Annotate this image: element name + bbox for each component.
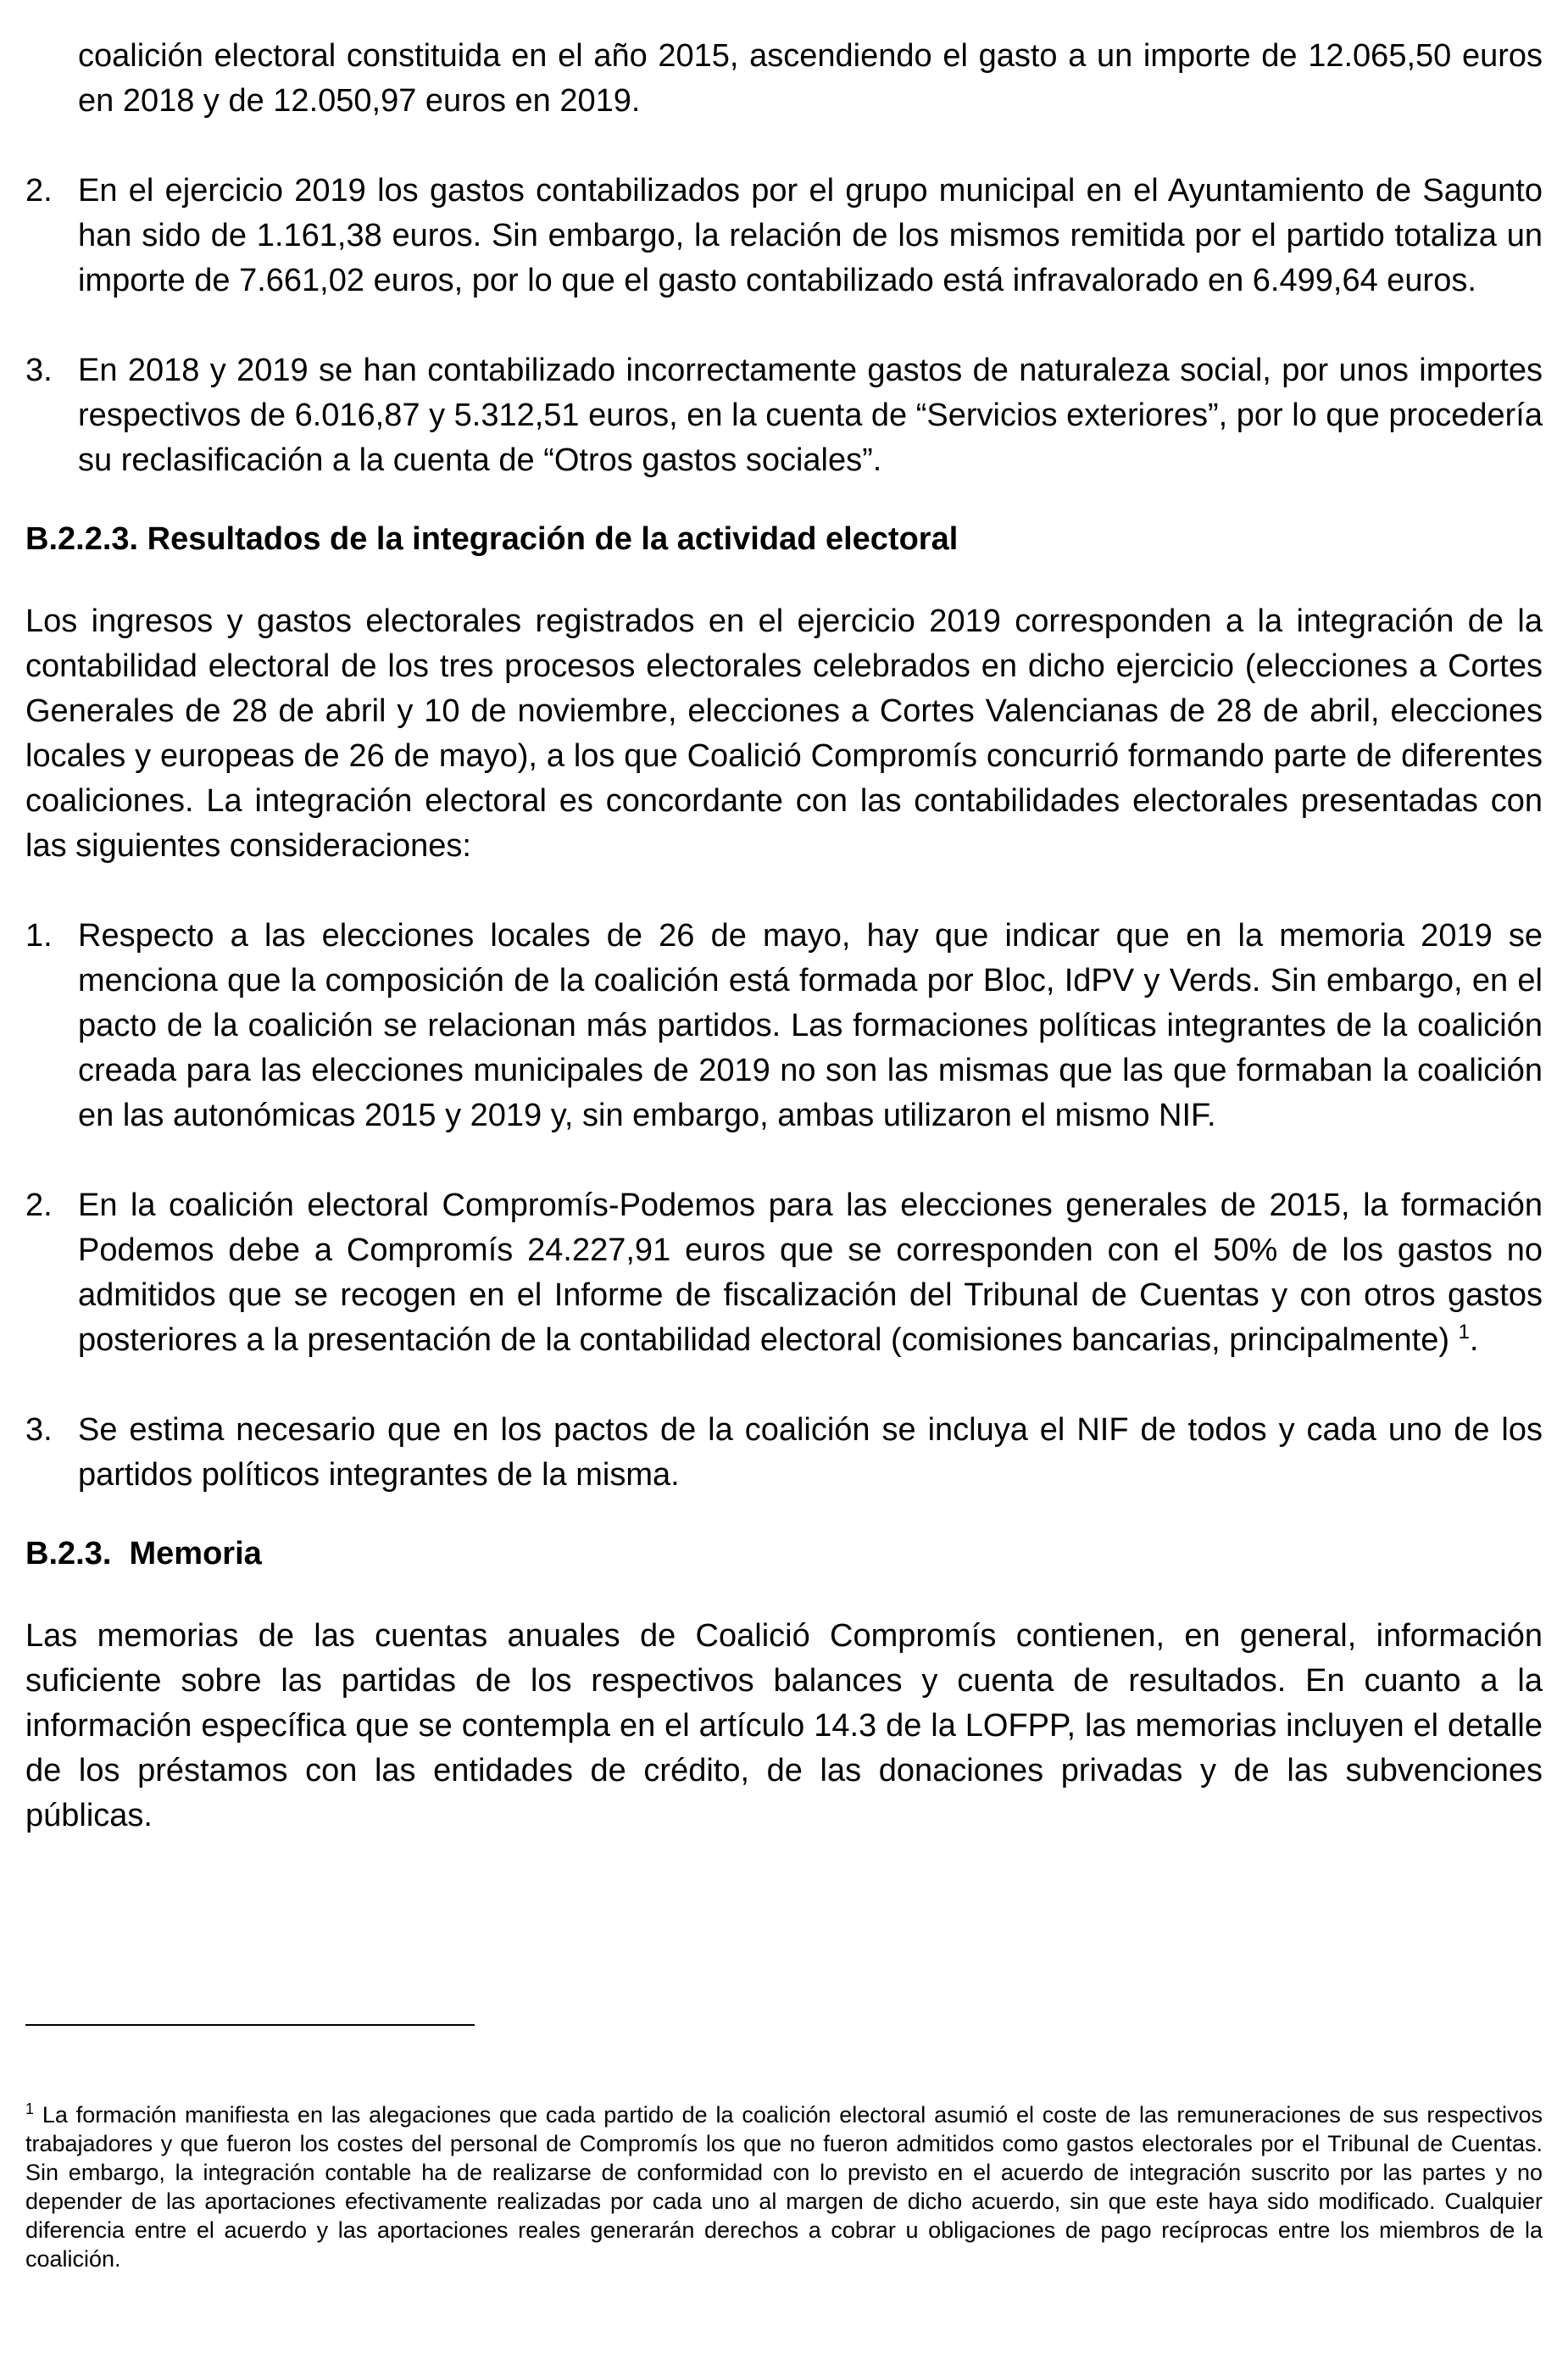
section-heading-b223: B.2.2.3. Resultados de la integración de la actividad electoral xyxy=(25,521,959,557)
list-item-number: 3. xyxy=(25,353,53,388)
list-item-number: 1. xyxy=(25,918,53,954)
list-item-end: . xyxy=(1469,1322,1479,1358)
footnote xyxy=(25,2100,1543,2273)
list-item-text: En 2018 y 2019 se han contabilizado incorrectamente gastos de naturaleza social, por unos importes respectivos de 6.016,87 y 5.312,51 euros, en la cuenta de “Servicios exteriores”, por lo que procedería su reclasificación a la cuenta de “Otros gastos sociales”. xyxy=(78,353,1543,478)
list-item-text: En el ejercicio 2019 los gastos contabilizados por el grupo municipal en el Ayuntamiento de Sagunto han sido de 1.161,38 euros. Sin embargo, la relación de los mismos remitida por el partido totaliza un importe de 7.661,02 euros, por lo que el gasto contabilizado está infravalorado en 6.499,64 euros. xyxy=(78,173,1543,298)
list-item xyxy=(25,348,1543,483)
footnote-marker: 1 xyxy=(25,2100,35,2117)
section-b23-text: Las memorias de las cuentas anuales de Coalició Compromís contienen, en general, información suficiente sobre las partidas de los respectivos balances y cuenta de resultados. En cuanto a la información específica que se contempla en el artículo 14.3 de la LOFPP, las memorias incluyen el detalle de los préstamos con las entidades de crédito, de las donaciones privadas y de las subvenciones públicas. xyxy=(25,1618,1543,1833)
section-heading-b23: B.2.3. Memoria xyxy=(25,1536,262,1571)
list-item xyxy=(25,1408,1543,1498)
list-item-number: 3. xyxy=(25,1412,53,1448)
page-body xyxy=(25,34,1543,1838)
continuation-paragraph: coalición electoral constituida en el año 2015, ascendiendo el gasto a un importe de 12.065,50 euros en 2018 y de 12.050,97 euros en 2019. xyxy=(78,38,1543,119)
list-item-text: Se estima necesario que en los pactos de la coalición se incluya el NIF de todos y cada uno de los partidos políticos integrantes de la misma. xyxy=(78,1412,1543,1493)
list-item-number: 2. xyxy=(25,173,53,209)
footnote-separator xyxy=(25,2024,475,2026)
footnote-reference[interactable]: 1 xyxy=(1458,1321,1470,1343)
list-item xyxy=(25,914,1543,1138)
footnote-text: La formación manifiesta en las alegaciones que cada partido de la coalición electoral asumió el coste de las remuneraciones de sus respectivos trabajadores y que fueron los costes del personal de Compromís los que no fueron admitidos como gastos electorales por el Tribunal de Cuentas. Sin embargo, la integración contable ha de realizarse de conformidad con lo previsto en el acuerdo de integración suscrito por las partes y no depender de las aportaciones efectivamente realizadas por cada uno al margen de dicho acuerdo, sin que este haya sido modificado. Cualquier diferencia entre el acuerdo y las aportaciones reales generarán derechos a cobrar u obligaciones de pago recíprocas entre los miembros de la coalición. xyxy=(25,2102,1543,2272)
list-item xyxy=(25,169,1543,303)
list-item-number: 2. xyxy=(25,1188,53,1223)
list-item-text: Respecto a las elecciones locales de 26 de mayo, hay que indicar que en la memoria 2019 se menciona que la composición de la coalición está formada por Bloc, IdPV y Verds. Sin embargo, en el pacto de la coalición se relacionan más partidos. Las formaciones políticas integrantes de la coalición creada para las elecciones municipales de 2019 no son las mismas que las que formaban la coalición en las autonómicas 2015 y 2019 y, sin embargo, ambas utilizaron el mismo NIF. xyxy=(78,918,1543,1133)
list-item-text: En la coalición electoral Compromís-Podemos para las elecciones generales de 2015, la formación Podemos debe a Compromís 24.227,91 euros que se corresponden con el 50% de los gastos no admitidos que se recogen en el Informe de fiscalización del Tribunal de Cuentas y con otros gastos posteriores a la presentación de la contabilidad electoral (comisiones bancarias, principalmente) xyxy=(78,1188,1543,1358)
section-b223-intro: Los ingresos y gastos electorales registrados en el ejercicio 2019 corresponden a la integración de la contabilidad electoral de los tres procesos electorales celebrados en dicho ejercicio (elecciones a Cortes Generales de 28 de abril y 10 de noviembre, elecciones a Cortes Valencianas de 28 de abril, elecciones locales y europeas de 26 de mayo), a los que Coalició Compromís concurrió formando parte de diferentes coaliciones. La integración electoral es concordante con las contabilidades electorales presentadas con las siguientes consideraciones: xyxy=(25,604,1543,864)
list-item xyxy=(25,1183,1543,1363)
